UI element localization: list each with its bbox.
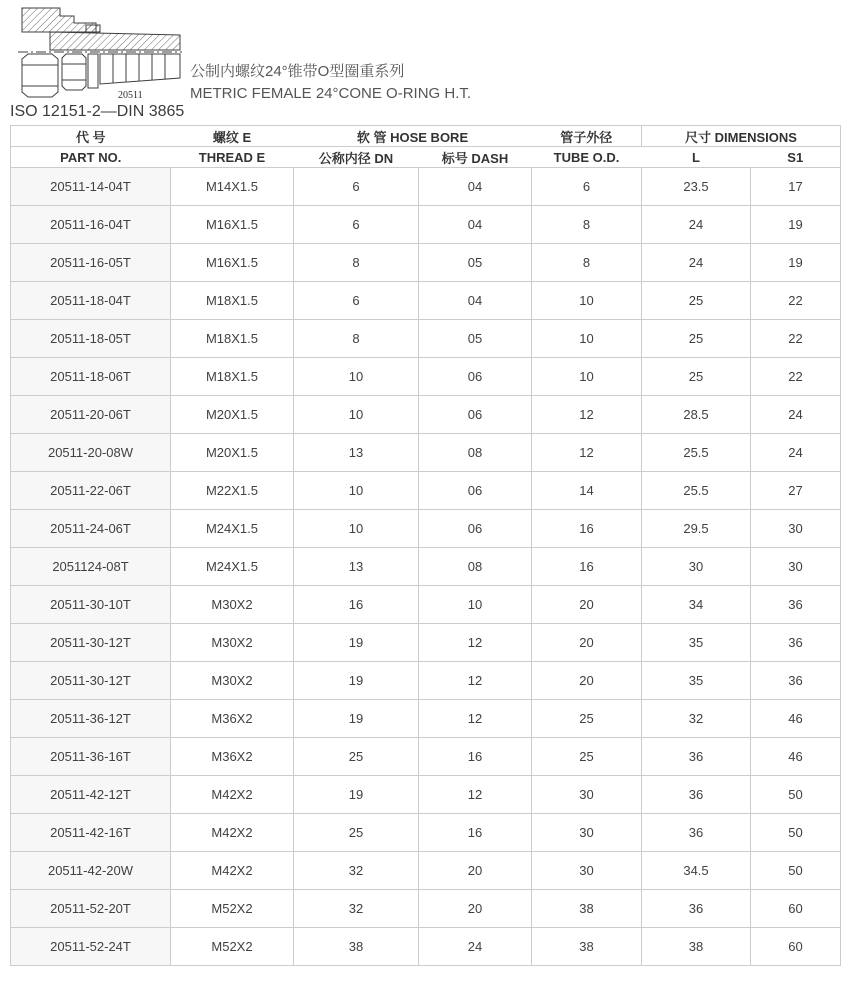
cell-l: 38 [642, 928, 751, 966]
cell-part-no: 20511-14-04T [11, 168, 171, 206]
table-row [11, 510, 841, 548]
cell-part-no: 20511-16-05T [11, 244, 171, 282]
cell-part-no: 20511-52-20T [11, 890, 171, 928]
collar-section-top [86, 25, 100, 32]
cell-tube-od: 20 [532, 624, 642, 662]
table-header [11, 126, 841, 168]
cell-tube-od: 38 [532, 928, 642, 966]
cell-thread: M42X2 [171, 814, 294, 852]
cell-dn: 6 [294, 168, 419, 206]
cell-l: 25 [642, 282, 751, 320]
table-row [11, 624, 841, 662]
table-row [11, 586, 841, 624]
cell-dash: 05 [419, 244, 532, 282]
cell-s1: 22 [751, 358, 841, 396]
table-row [11, 738, 841, 776]
cell-tube-od: 16 [532, 510, 642, 548]
cell-l: 36 [642, 814, 751, 852]
cell-dash: 08 [419, 434, 532, 472]
cell-s1: 24 [751, 396, 841, 434]
cell-thread: M20X1.5 [171, 434, 294, 472]
cell-dn: 6 [294, 282, 419, 320]
cell-s1: 60 [751, 890, 841, 928]
cell-dash: 08 [419, 548, 532, 586]
cell-s1: 36 [751, 586, 841, 624]
col-group-dimensions: 尺寸 DIMENSIONS [642, 126, 841, 147]
cell-thread: M18X1.5 [171, 282, 294, 320]
cell-part-no: 20511-18-05T [11, 320, 171, 358]
col-header-dash: 标号 DASH [419, 147, 532, 168]
shell-section-top [50, 32, 180, 50]
cell-dash: 20 [419, 852, 532, 890]
col-header-tube-od: TUBE O.D. [532, 147, 642, 168]
cell-tube-od: 12 [532, 434, 642, 472]
cell-dn: 10 [294, 472, 419, 510]
table-row [11, 244, 841, 282]
cell-thread: M24X1.5 [171, 510, 294, 548]
cell-part-no: 20511-42-12T [11, 776, 171, 814]
cell-part-no: 20511-42-20W [11, 852, 171, 890]
cell-part-no: 20511-18-04T [11, 282, 171, 320]
cell-tube-od: 16 [532, 548, 642, 586]
table-row [11, 320, 841, 358]
cell-dn: 13 [294, 548, 419, 586]
cell-l: 34 [642, 586, 751, 624]
cell-l: 32 [642, 700, 751, 738]
cell-s1: 46 [751, 700, 841, 738]
cell-dash: 12 [419, 624, 532, 662]
cell-l: 35 [642, 624, 751, 662]
cell-dash: 04 [419, 168, 532, 206]
col-header-thread: THREAD E [171, 147, 294, 168]
cell-dash: 24 [419, 928, 532, 966]
cell-s1: 36 [751, 662, 841, 700]
cell-dn: 19 [294, 700, 419, 738]
cell-s1: 22 [751, 320, 841, 358]
cell-l: 34.5 [642, 852, 751, 890]
cell-l: 36 [642, 890, 751, 928]
cell-dash: 12 [419, 776, 532, 814]
cell-dn: 19 [294, 662, 419, 700]
cell-dn: 16 [294, 586, 419, 624]
table-row [11, 434, 841, 472]
series-title-en: METRIC FEMALE 24°CONE O-RING H.T. [190, 85, 472, 102]
cell-s1: 30 [751, 548, 841, 586]
cell-part-no: 20511-36-12T [11, 700, 171, 738]
cell-part-no: 20511-36-16T [11, 738, 171, 776]
table-row [11, 814, 841, 852]
drawing-label: 20511 [118, 90, 143, 101]
group-header-row [11, 126, 841, 147]
cell-thread: M18X1.5 [171, 358, 294, 396]
cell-thread: M36X2 [171, 700, 294, 738]
table-row [11, 168, 841, 206]
cell-s1: 30 [751, 510, 841, 548]
table-row [11, 358, 841, 396]
cell-tube-od: 14 [532, 472, 642, 510]
col-group-thread: 螺纹 E [171, 126, 294, 147]
cell-dash: 16 [419, 814, 532, 852]
cell-dash: 05 [419, 320, 532, 358]
table-row [11, 472, 841, 510]
series-title-cn: 公制内螺纹24°锥带O型圈重系列 [190, 63, 405, 80]
table-row [11, 548, 841, 586]
cell-s1: 50 [751, 814, 841, 852]
table-row [11, 890, 841, 928]
cell-s1: 24 [751, 434, 841, 472]
cell-thread: M16X1.5 [171, 244, 294, 282]
cell-tube-od: 8 [532, 206, 642, 244]
cell-tube-od: 6 [532, 168, 642, 206]
cell-dash: 06 [419, 472, 532, 510]
cell-dn: 32 [294, 852, 419, 890]
cell-thread: M16X1.5 [171, 206, 294, 244]
cell-part-no: 20511-18-06T [11, 358, 171, 396]
cell-l: 23.5 [642, 168, 751, 206]
cell-s1: 50 [751, 776, 841, 814]
socket-outline [100, 54, 180, 84]
cell-tube-od: 8 [532, 244, 642, 282]
cell-tube-od: 10 [532, 358, 642, 396]
nut-section-top [22, 8, 96, 32]
cell-l: 36 [642, 776, 751, 814]
cell-part-no: 20511-52-24T [11, 928, 171, 966]
cell-l: 36 [642, 738, 751, 776]
table-row [11, 662, 841, 700]
cell-thread: M18X1.5 [171, 320, 294, 358]
table-row [11, 206, 841, 244]
cell-part-no: 20511-20-06T [11, 396, 171, 434]
hex-body-outline [62, 54, 86, 90]
cell-thread: M14X1.5 [171, 168, 294, 206]
col-header-s1: S1 [751, 147, 841, 168]
cell-tube-od: 30 [532, 852, 642, 890]
cell-thread: M22X1.5 [171, 472, 294, 510]
col-group-part-no: 代 号 [11, 126, 171, 147]
cell-thread: M52X2 [171, 890, 294, 928]
cell-dash: 12 [419, 662, 532, 700]
cell-l: 29.5 [642, 510, 751, 548]
cell-part-no: 20511-42-16T [11, 814, 171, 852]
cell-dn: 13 [294, 434, 419, 472]
cell-dn: 10 [294, 396, 419, 434]
cell-l: 25.5 [642, 434, 751, 472]
cell-s1: 17 [751, 168, 841, 206]
table-row [11, 928, 841, 966]
cell-s1: 60 [751, 928, 841, 966]
cell-part-no: 20511-16-04T [11, 206, 171, 244]
cell-s1: 46 [751, 738, 841, 776]
standard-reference: ISO 12151-2—DIN 3865 [10, 103, 185, 120]
cell-tube-od: 25 [532, 738, 642, 776]
cell-dash: 06 [419, 358, 532, 396]
cell-dn: 10 [294, 358, 419, 396]
cell-dash: 04 [419, 206, 532, 244]
cell-dash: 06 [419, 510, 532, 548]
series-titles [190, 61, 471, 105]
cell-s1: 27 [751, 472, 841, 510]
cell-dn: 32 [294, 890, 419, 928]
cell-thread: M42X2 [171, 852, 294, 890]
cell-tube-od: 30 [532, 814, 642, 852]
spec-table [10, 125, 841, 966]
cell-tube-od: 25 [532, 700, 642, 738]
cell-l: 25.5 [642, 472, 751, 510]
cell-thread: M42X2 [171, 776, 294, 814]
collar-outline [88, 54, 98, 88]
cell-dn: 8 [294, 244, 419, 282]
cell-thread: M24X1.5 [171, 548, 294, 586]
cell-part-no: 20511-22-06T [11, 472, 171, 510]
cell-part-no: 20511-20-08W [11, 434, 171, 472]
cell-dn: 38 [294, 928, 419, 966]
cell-dn: 25 [294, 738, 419, 776]
hex-nut-outline [22, 54, 58, 97]
cell-part-no: 20511-30-12T [11, 624, 171, 662]
cell-l: 30 [642, 548, 751, 586]
cell-part-no: 20511-24-06T [11, 510, 171, 548]
table-row [11, 396, 841, 434]
sub-header-row [11, 147, 841, 168]
cell-dash: 16 [419, 738, 532, 776]
cell-dash: 20 [419, 890, 532, 928]
cell-dn: 10 [294, 510, 419, 548]
cell-l: 35 [642, 662, 751, 700]
cell-thread: M30X2 [171, 662, 294, 700]
cell-thread: M30X2 [171, 624, 294, 662]
cell-l: 24 [642, 206, 751, 244]
table-row [11, 282, 841, 320]
col-group-hose-bore: 软 管 HOSE BORE [294, 126, 532, 147]
cell-dn: 25 [294, 814, 419, 852]
cell-dn: 8 [294, 320, 419, 358]
cell-dash: 12 [419, 700, 532, 738]
cell-tube-od: 10 [532, 320, 642, 358]
table-row [11, 700, 841, 738]
cell-tube-od: 20 [532, 662, 642, 700]
col-header-part-no: PART NO. [11, 147, 171, 168]
cell-part-no: 20511-30-10T [11, 586, 171, 624]
cell-tube-od: 30 [532, 776, 642, 814]
cell-thread: M30X2 [171, 586, 294, 624]
cell-tube-od: 10 [532, 282, 642, 320]
cell-s1: 22 [751, 282, 841, 320]
cell-dn: 19 [294, 776, 419, 814]
cell-dash: 04 [419, 282, 532, 320]
cell-l: 24 [642, 244, 751, 282]
page-header [0, 0, 856, 125]
cell-tube-od: 38 [532, 890, 642, 928]
cell-s1: 19 [751, 244, 841, 282]
cell-dn: 6 [294, 206, 419, 244]
cell-dn: 19 [294, 624, 419, 662]
cell-thread: M20X1.5 [171, 396, 294, 434]
cell-part-no: 20511-30-12T [11, 662, 171, 700]
cell-l: 25 [642, 320, 751, 358]
col-header-dn: 公称内径 DN [294, 147, 419, 168]
cell-dash: 10 [419, 586, 532, 624]
cell-thread: M52X2 [171, 928, 294, 966]
cell-s1: 19 [751, 206, 841, 244]
col-header-l: L [642, 147, 751, 168]
cell-tube-od: 20 [532, 586, 642, 624]
cell-thread: M36X2 [171, 738, 294, 776]
table-row [11, 852, 841, 890]
cell-l: 25 [642, 358, 751, 396]
cell-s1: 36 [751, 624, 841, 662]
table-row [11, 776, 841, 814]
cell-l: 28.5 [642, 396, 751, 434]
col-group-tube-od: 管子外径 [532, 126, 642, 147]
cell-part-no: 2051124-08T [11, 548, 171, 586]
cell-dash: 06 [419, 396, 532, 434]
cell-s1: 50 [751, 852, 841, 890]
table-body [11, 168, 841, 966]
fitting-drawing [8, 2, 190, 102]
cell-tube-od: 12 [532, 396, 642, 434]
